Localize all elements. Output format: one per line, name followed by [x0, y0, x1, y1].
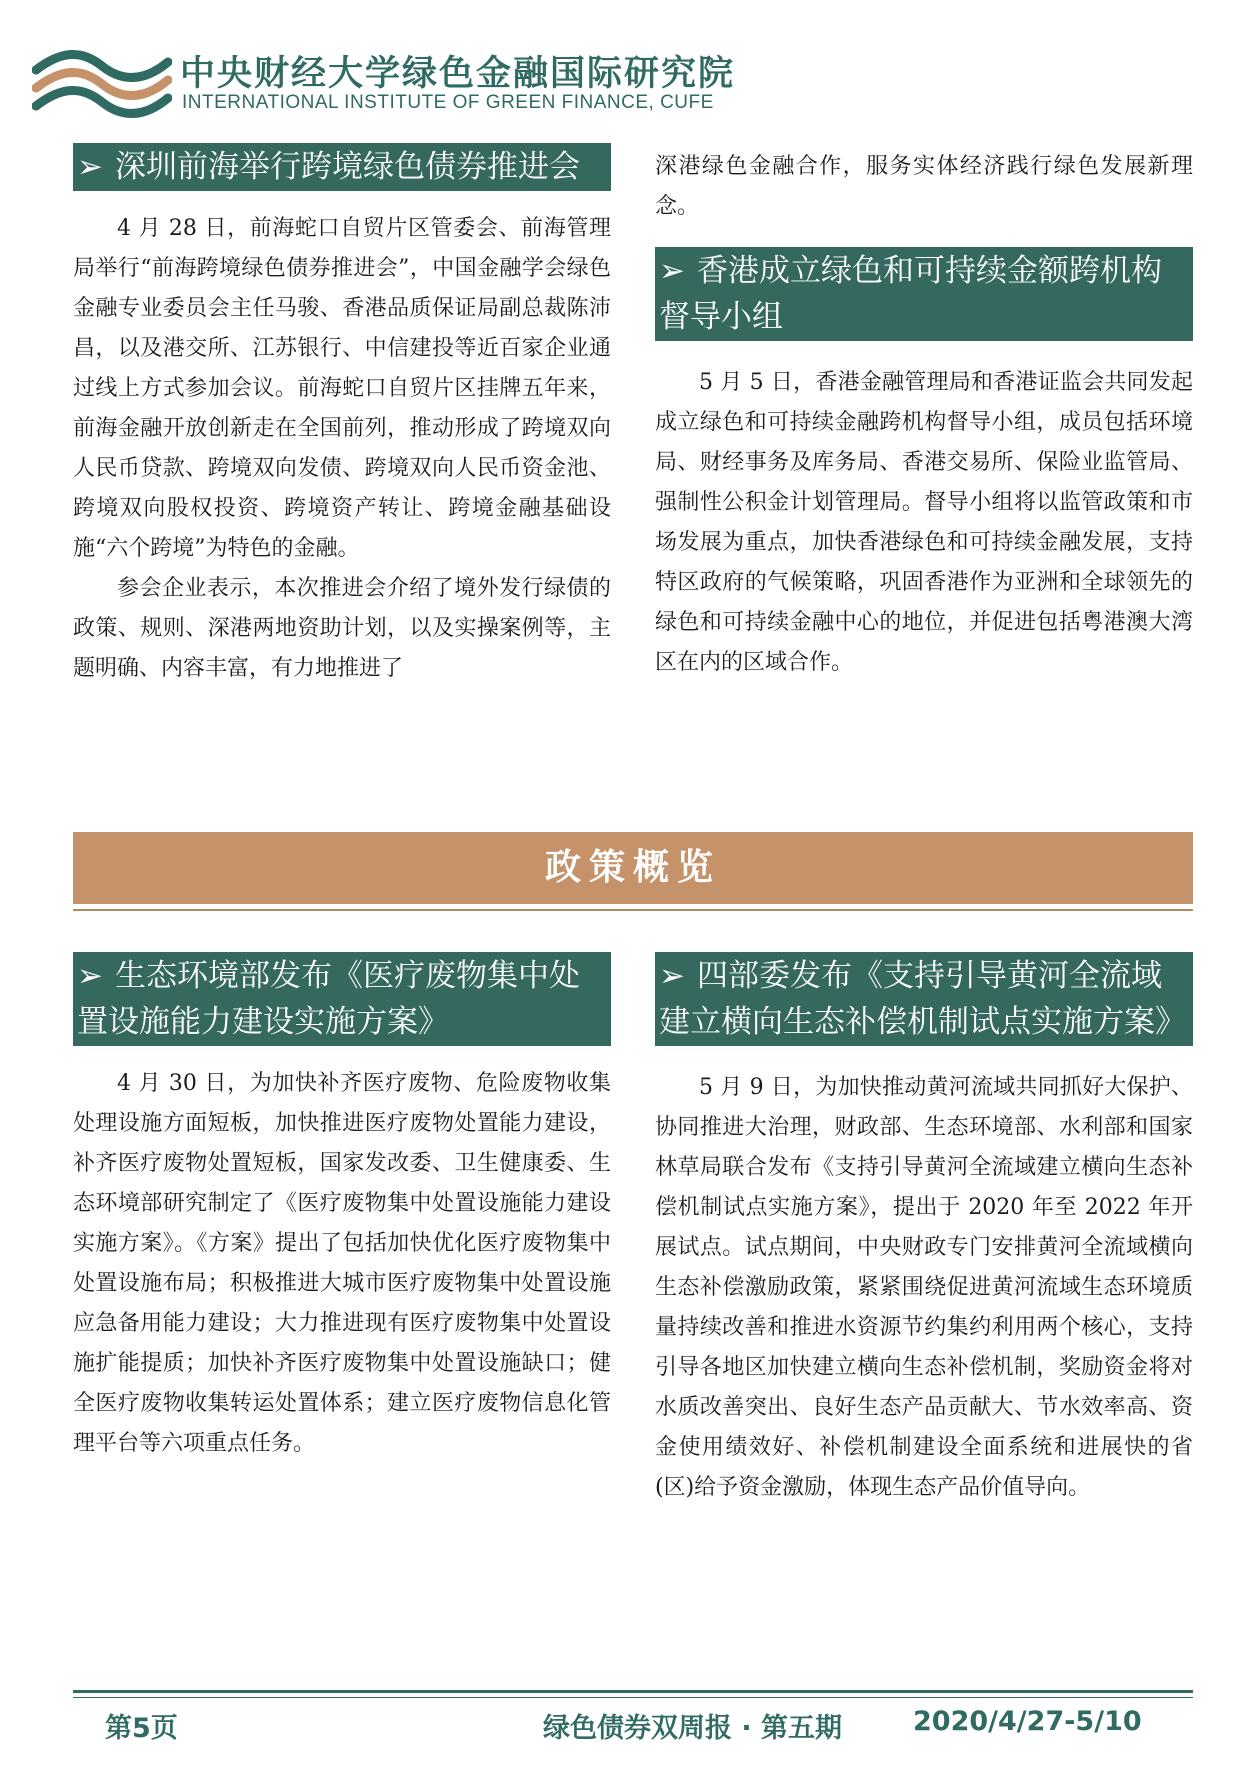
- article-yellow-river: [655, 952, 1193, 1508]
- arrow-icon: ➢: [77, 149, 103, 185]
- institute-logo-icon: [32, 44, 172, 124]
- article-qianhai: [73, 143, 611, 689]
- page-header: [32, 40, 1232, 130]
- article-medical-waste: [73, 952, 611, 1464]
- section-title-yellow-river: [655, 952, 1193, 1046]
- date-range: 2020/4/27-5/10: [913, 1706, 1142, 1737]
- footer-divider-thin: [73, 1697, 1193, 1698]
- section-title-qianhai: [73, 143, 611, 191]
- arrow-icon: ➢: [659, 958, 685, 994]
- section-title-text: 生态环境部发布《医疗废物集中处置设施能力建设实施方案》: [77, 958, 580, 1040]
- section-title-text: 四部委发布《支持引导黄河全流域建立横向生态补偿机制试点实施方案》: [659, 958, 1186, 1040]
- paragraph: 4 月 30 日，为加快补齐医疗废物、危险废物收集处理设施方面短板，加快推进医疗废物处置能力建设，补齐医疗废物处置短板，国家发改委、卫生健康委、生态环境部研究制定了《医疗废物集中处置设施能力建设实施方案》。《方案》提出了包括加快优化医疗废物集中处置设施布局；积极推进大城市医疗废物集中处置设施应急备用能力建设；大力推进现有医疗废物集中处置设施扩能提质；加快补齐医疗废物集中处置设施缺口；健全医疗废物收集转运处置体系；建立医疗废物信息化管理平台等六项重点任务。: [73, 1071, 611, 1456]
- section-band-policy-overview: 政策概览: [73, 832, 1193, 904]
- article-hongkong-column: [655, 147, 1193, 683]
- footer-divider: [73, 1690, 1193, 1693]
- publication-title: 绿色债券双周报 · 第五期: [543, 1713, 843, 1744]
- section-title-hongkong: [655, 247, 1193, 341]
- paragraph: 5 月 9 日，为加快推动黄河流域共同抓好大保护、协同推进大治理，财政部、生态环境部、水利部和国家林草局联合发布《支持引导黄河全流域建立横向生态补偿机制试点实施方案》，提出于 2020 年至 2022 年开展试点。试点期间，中央财政专门安排黄河全流域横向生态补偿激励政策，紧紧围绕促进黄河流域生态环境质量持续改善和推进水资源节约集约利用两个核心，支持引导各地区加快建立横向生态补偿机制，奖励资金将对水质改善突出、良好生态产品贡献大、节水效率高、资金使用绩效好、补偿机制建设全面系统和进展快的省(区)给予资金激励，体现生态产品价值导向。: [655, 1075, 1193, 1500]
- org-name-cn: 中央财经大学绿色金融国际研究院: [180, 54, 736, 94]
- section-title-medical-waste: [73, 952, 611, 1046]
- paragraph: 5 月 5 日，香港金融管理局和香港证监会共同发起成立绿色和可持续金融跨机构督导小组，成员包括环境局、财经事务及库务局、香港交易所、保险业监管局、强制性公积金计划管理局。督导小组将以监管政策和市场发展为重点，加快香港绿色和可持续金融发展，支持特区政府的气候策略，巩固香港作为亚洲和全球领先的绿色和可持续金融中心的地位，并促进包括粤港澳大湾区在内的区域合作。: [655, 370, 1193, 675]
- page-number: 第5页: [105, 1713, 178, 1744]
- section-title-text: 香港成立绿色和可持续金额跨机构督导小组: [659, 253, 1162, 335]
- divider: [73, 909, 1193, 911]
- arrow-icon: ➢: [659, 253, 685, 289]
- section-title-text: 深圳前海举行跨境绿色债券推进会: [114, 149, 580, 185]
- paragraph-continuation: 深港绿色金融合作，服务实体经济践行绿色发展新理念。: [655, 154, 1193, 219]
- arrow-icon: ➢: [77, 958, 103, 994]
- paragraph: 参会企业表示，本次推进会介绍了境外发行绿债的政策、规则、深港两地资助计划，以及实操案例等，主题明确、内容丰富，有力地推进了: [73, 576, 611, 681]
- org-name-en: INTERNATIONAL INSTITUTE OF GREEN FINANCE, CUFE: [182, 92, 714, 113]
- paragraph: 4 月 28 日，前海蛇口自贸片区管委会、前海管理局举行“前海跨境绿色债券推进会”，中国金融学会绿色金融专业委员会主任马骏、香港品质保证局副总裁陈沛昌，以及港交所、江苏银行、中信建投等近百家企业通过线上方式参加会议。前海蛇口自贸片区挂牌五年来，前海金融开放创新走在全国前列，推动形成了跨境双向人民币贷款、跨境双向发债、跨境双向人民币资金池、跨境双向股权投资、跨境资产转让、跨境金融基础设施“六个跨境”为特色的金融。: [73, 216, 611, 561]
